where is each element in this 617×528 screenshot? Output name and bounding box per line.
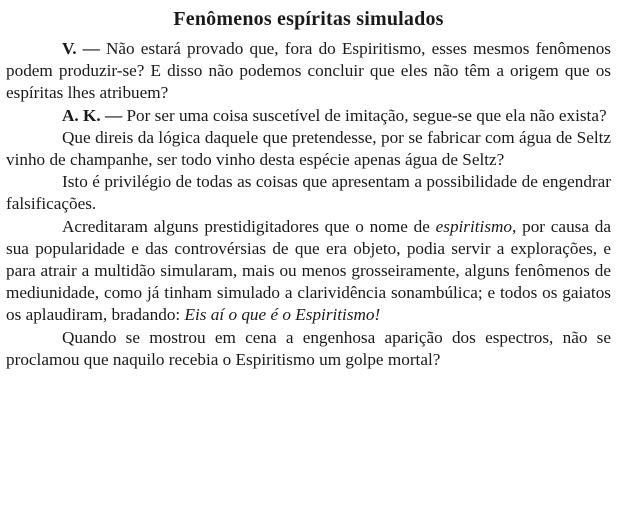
emphasis-text: Eis aí o que é o Espiritismo! xyxy=(184,305,381,325)
speaker-label: V. — xyxy=(62,39,100,58)
paragraph-text: Por ser uma coisa suscetível de imitação, segue-se que ela não exista? xyxy=(122,105,607,125)
paragraph: Que direis da lógica daquele que pretendesse, por se fabricar com água de Seltz vinho de champanhe, ser todo vinho desta espécie apenas água de Seltz? xyxy=(6,127,611,170)
paragraph: Isto é privilégio de todas as coisas que apresentam a possibilidade de engendrar falsificações. xyxy=(6,172,611,214)
paragraph-text: Acreditaram alguns prestidigitadores que o nome de xyxy=(62,216,436,236)
emphasis-text: espiritismo xyxy=(435,216,513,236)
paragraph-question xyxy=(6,38,611,105)
paragraph: Quando se mostrou em cena a engenhosa aparição dos espectros, não se proclamou que naquilo recebia o Espiritismo um golpe mortal? xyxy=(6,327,611,369)
section-title: Fenômenos espíritas simulados xyxy=(173,8,444,30)
speaker-label: A. K. — xyxy=(62,105,123,125)
paragraph-text: , por causa da sua popularidade e das controvérsias de que era objeto, podia servir a explorações, e para atrair a multidão simularam, mais ou menos grosseiramente, alguns fenômenos de mediunidade, como já tinham simulado a clarividência sonambúlica; e todos os gaiatos os aplaudiram, bradando: xyxy=(6,216,611,325)
paragraph-answer xyxy=(6,105,611,127)
paragraph-text: Não estará provado que, fora do Espiritismo, esses mesmos fenômenos podem produzir-se? E disso não podemos concluir que eles não têm a origem que os espíritas lhes atribuem? xyxy=(6,39,611,103)
paragraph xyxy=(6,216,611,327)
